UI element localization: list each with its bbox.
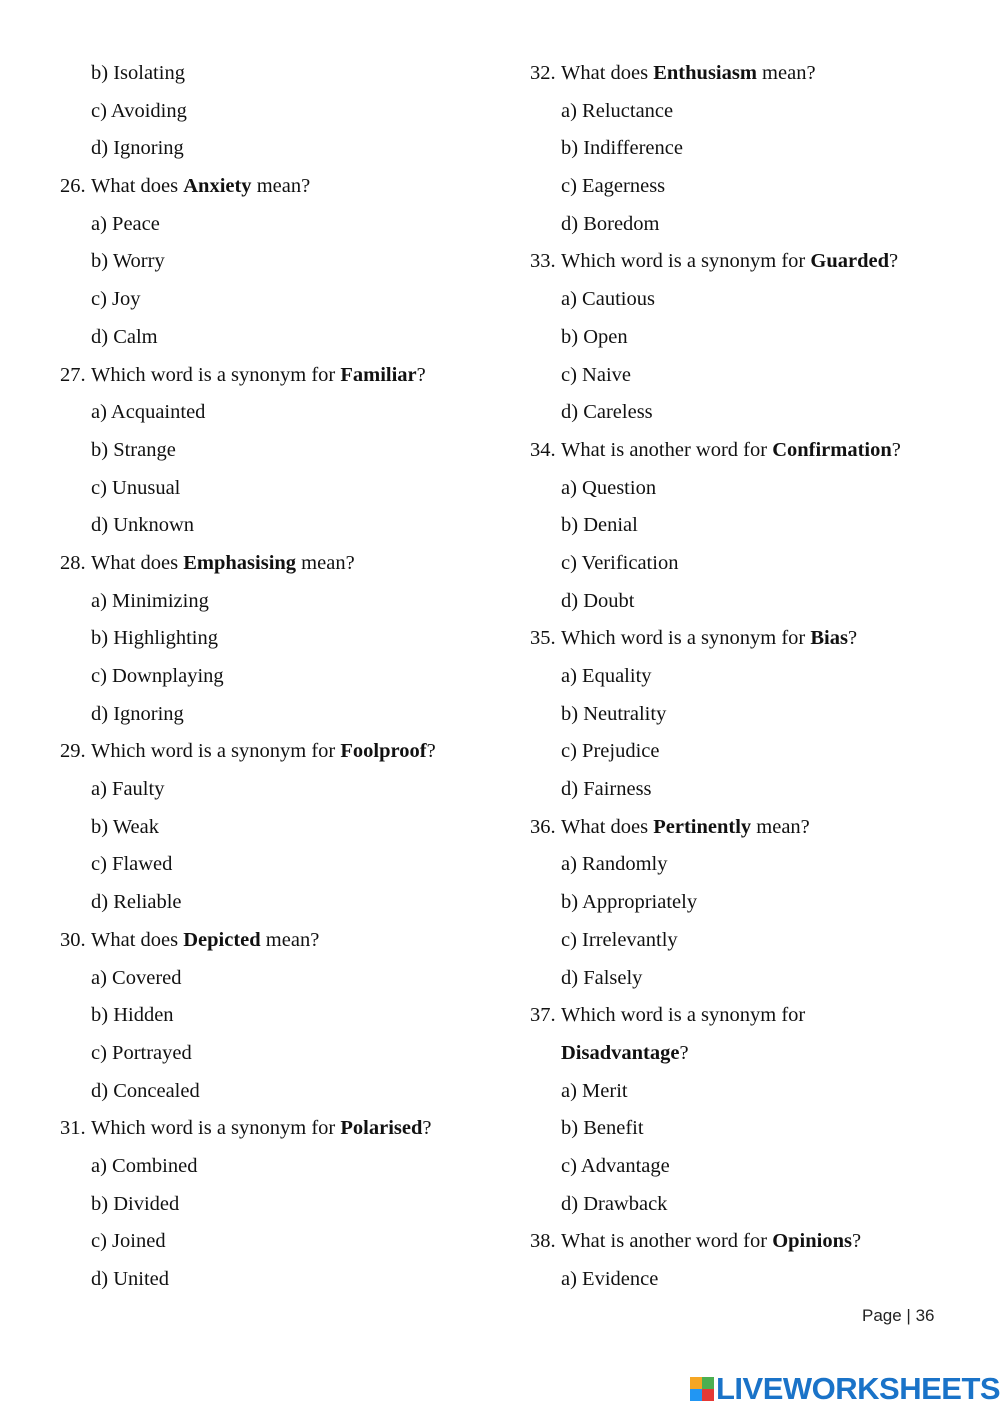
question	[60, 168, 480, 206]
answer-option: a) Minimizing	[91, 589, 209, 612]
question-suffix: ?	[679, 1041, 689, 1064]
question	[60, 922, 480, 960]
answer-option: c) Avoiding	[91, 99, 187, 122]
answer-option: b) Isolating	[91, 62, 185, 84]
keyword: Guarded	[810, 250, 889, 273]
answer-option: b) Indifference	[561, 137, 683, 160]
question-number: 36.	[530, 815, 556, 838]
question-prefix: What does	[91, 551, 184, 574]
question-text	[561, 243, 898, 281]
answer-option: c) Verification	[561, 551, 679, 574]
keyword: Disadvantage	[561, 1041, 680, 1064]
question-suffix: ?	[426, 740, 436, 763]
answer-option: d) Fairness	[561, 778, 652, 801]
question-prefix: What is another word for	[561, 438, 773, 461]
question-text	[561, 809, 810, 847]
answer-option: a) Peace	[91, 212, 160, 235]
question-prefix: What does	[561, 62, 654, 84]
answer-option: c) Advantage	[561, 1154, 670, 1177]
answer-option: a) Faulty	[91, 778, 165, 801]
question	[530, 1223, 970, 1261]
question-number: 28.	[60, 551, 86, 574]
question-number: 33.	[530, 250, 556, 273]
liveworksheets-logo-icon	[690, 1377, 714, 1401]
question-text	[561, 55, 816, 93]
question-suffix: ?	[888, 250, 899, 273]
keyword: Polarised	[340, 1117, 423, 1140]
question-prefix: Which word is a synonym for	[561, 1004, 806, 1027]
question	[530, 809, 970, 847]
answer-option: a) Reluctance	[561, 99, 674, 122]
answer-option: a) Equality	[561, 665, 652, 687]
answer-option: d) Ignoring	[91, 137, 184, 160]
answer-option: b) Hidden	[91, 1004, 174, 1027]
answer-option: a) Merit	[561, 1079, 628, 1102]
keyword: Depicted	[183, 928, 261, 951]
question-number: 32.	[530, 62, 556, 84]
question-number: 37.	[530, 1004, 556, 1027]
question	[530, 55, 970, 93]
question-number: 30.	[60, 928, 86, 951]
answer-option: b) Highlighting	[91, 627, 218, 650]
answer-option: a) Combined	[91, 1154, 198, 1177]
question-text	[91, 1110, 431, 1148]
answer-option: d) Boredom	[561, 212, 660, 235]
question-text	[561, 1042, 689, 1064]
answer-option: a) Randomly	[561, 853, 668, 876]
question-prefix: What does	[91, 175, 184, 198]
answer-option: b) Appropriately	[561, 891, 698, 914]
question-prefix: What is another word for	[561, 1230, 773, 1253]
answer-option: d) Reliable	[91, 891, 182, 914]
keyword: Bias	[810, 627, 848, 650]
question-prefix: What does	[91, 928, 184, 951]
question-number: 34.	[530, 438, 556, 461]
keyword: Pertinently	[653, 815, 752, 838]
question-suffix: ?	[847, 627, 858, 650]
answer-option: b) Strange	[91, 438, 176, 461]
question-suffix: ?	[422, 1117, 432, 1140]
answer-option: c) Unusual	[91, 476, 181, 499]
question	[530, 997, 970, 1035]
keyword: Familiar	[340, 363, 417, 386]
question-text	[91, 357, 426, 395]
answer-option: d) Ignoring	[91, 702, 184, 725]
question	[60, 1110, 480, 1148]
answer-option: c) Irrelevantly	[561, 928, 678, 951]
answer-option: a) Evidence	[561, 1268, 659, 1290]
question	[530, 620, 970, 658]
answer-option: b) Denial	[561, 514, 638, 537]
question-text	[561, 1223, 861, 1261]
answer-option: d) Unknown	[91, 514, 195, 537]
answer-option: a) Covered	[91, 966, 182, 989]
answer-option: d) Calm	[91, 325, 158, 348]
question-text	[561, 432, 901, 470]
left-column	[60, 55, 480, 1299]
keyword: Foolproof	[340, 740, 427, 763]
answer-option: c) Eagerness	[561, 175, 666, 198]
question-text	[91, 168, 310, 206]
question	[60, 545, 480, 583]
answer-option: a) Cautious	[561, 288, 655, 311]
question-prefix: Which word is a synonym for	[561, 250, 811, 273]
brand-logo[interactable]	[690, 1372, 1000, 1406]
answer-option: b) Open	[561, 325, 628, 348]
question-suffix: mean?	[260, 928, 320, 951]
answer-option: a) Acquainted	[91, 401, 206, 424]
question-text	[91, 733, 436, 771]
question-number: 29.	[60, 740, 86, 763]
question-continuation	[530, 1035, 970, 1073]
question-text	[561, 997, 805, 1035]
keyword: Confirmation	[772, 438, 892, 461]
keyword: Enthusiasm	[653, 62, 757, 84]
keyword: Opinions	[772, 1230, 852, 1253]
answer-option: b) Benefit	[561, 1117, 644, 1140]
answer-option: b) Divided	[91, 1192, 180, 1215]
answer-option: d) United	[91, 1268, 169, 1290]
question-number: 38.	[530, 1230, 556, 1253]
brand-name: LIVEWORKSHEETS	[716, 1371, 1000, 1406]
question-suffix: ?	[891, 438, 901, 461]
answer-option: c) Downplaying	[91, 665, 224, 687]
question-suffix: mean?	[756, 62, 816, 84]
question-number: 27.	[60, 363, 86, 386]
answer-option: a) Question	[561, 476, 657, 499]
keyword: Emphasising	[183, 551, 297, 574]
question-text	[91, 545, 355, 583]
answer-option: d) Drawback	[561, 1192, 668, 1215]
question-text	[561, 620, 857, 658]
question-prefix: Which word is a synonym for	[91, 363, 341, 386]
answer-option: d) Doubt	[561, 589, 635, 612]
answer-option: c) Portrayed	[91, 1041, 192, 1064]
keyword: Anxiety	[183, 175, 252, 198]
question	[60, 357, 480, 395]
answer-option: c) Naive	[561, 363, 631, 386]
answer-option: c) Joy	[91, 288, 141, 311]
answer-option: d) Concealed	[91, 1079, 200, 1102]
question-suffix: mean?	[251, 175, 311, 198]
question	[530, 432, 970, 470]
question-number: 31.	[60, 1117, 86, 1140]
answer-option: b) Weak	[91, 815, 159, 838]
question-suffix: mean?	[296, 551, 355, 574]
question-prefix: Which word is a synonym for	[91, 740, 341, 763]
question-number: 26.	[60, 175, 86, 198]
question-prefix: Which word is a synonym for	[91, 1117, 341, 1140]
page-number: Page | 36	[862, 1306, 935, 1325]
question	[530, 243, 970, 281]
question-prefix: What does	[561, 815, 654, 838]
question-text	[91, 922, 319, 960]
answer-option: d) Falsely	[561, 966, 643, 989]
right-column	[530, 55, 970, 1299]
answer-option: b) Worry	[91, 250, 165, 273]
question-suffix: ?	[851, 1230, 862, 1253]
answer-option: c) Flawed	[91, 853, 173, 876]
question-suffix: mean?	[751, 815, 810, 838]
answer-option: d) Careless	[561, 401, 653, 424]
answer-option: c) Joined	[91, 1230, 166, 1253]
question-suffix: ?	[416, 363, 426, 386]
answer-option: b) Neutrality	[561, 702, 667, 725]
answer-option: c) Prejudice	[561, 740, 660, 763]
question	[60, 733, 480, 771]
question-number: 35.	[530, 627, 556, 650]
question-prefix: Which word is a synonym for	[561, 627, 811, 650]
